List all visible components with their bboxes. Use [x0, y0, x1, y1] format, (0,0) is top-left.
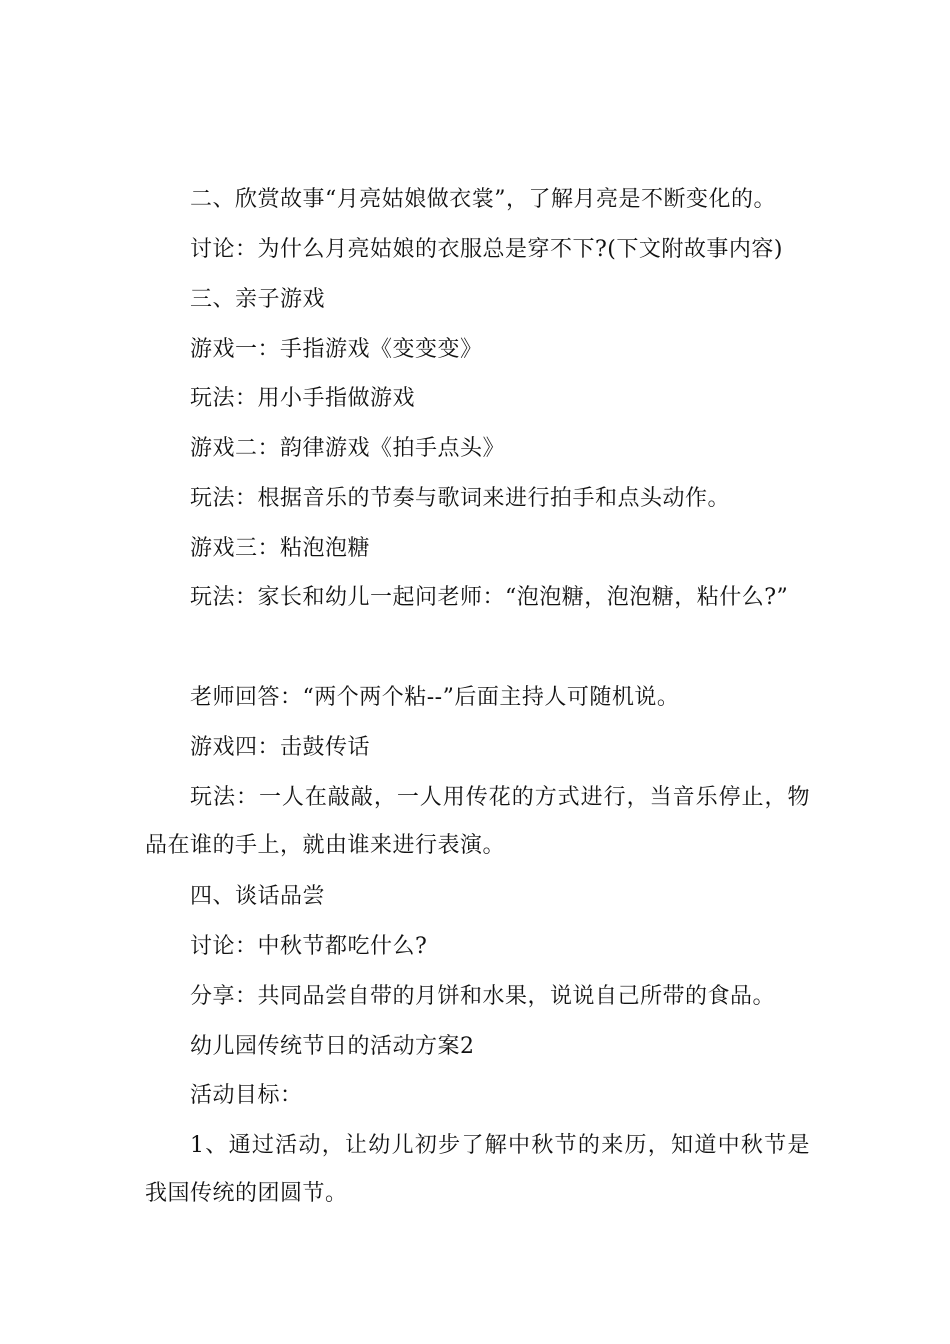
paragraph-section-4-tasting: 四、谈话品尝	[190, 884, 326, 909]
paragraph-sharing: 分享：共同品尝自带的月饼和水果，说说自己所带的食品。	[190, 984, 776, 1009]
paragraph-game-1: 游戏一：手指游戏《变变变》	[190, 337, 483, 362]
paragraph-game-4: 游戏四：击鼓传话	[190, 735, 371, 760]
paragraph-teacher-answer: 老师回答：“两个两个粘--”后面主持人可随机说。	[190, 685, 680, 710]
paragraph-section-2-story: 二、欣赏故事“月亮姑娘做衣裳”，了解月亮是不断变化的。	[190, 187, 776, 212]
paragraph-game-4-rules: 玩法：一人在敲敲，一人用传花的方式进行，当音乐停止，物品在谁的手上，就由谁来进行表演。	[145, 785, 810, 858]
paragraph-activity-goals: 活动目标：	[190, 1083, 303, 1108]
paragraph-game-3-rules: 玩法：家长和幼儿一起问老师：“泡泡糖，泡泡糖，粘什么?”	[190, 585, 789, 610]
paragraph-game-2-rules: 玩法：根据音乐的节奏与歌词来进行拍手和点头动作。	[190, 486, 731, 511]
paragraph-plan-2-title: 幼儿园传统节日的活动方案2	[190, 1034, 475, 1059]
paragraph-goal-1: 1、通过活动，让幼儿初步了解中秋节的来历，知道中秋节是我国传统的团圆节。	[145, 1133, 810, 1206]
paragraph-game-3: 游戏三：粘泡泡糖	[190, 536, 371, 561]
paragraph-game-1-rules: 玩法：用小手指做游戏	[190, 386, 416, 411]
paragraph-section-3-games: 三、亲子游戏	[190, 287, 326, 312]
paragraph-discussion-1: 讨论：为什么月亮姑娘的衣服总是穿不下?(下文附故事内容)	[190, 237, 783, 262]
paragraph-game-2: 游戏二：韵律游戏《拍手点头》	[190, 436, 506, 461]
paragraph-discussion-2: 讨论：中秋节都吃什么?	[190, 934, 428, 959]
